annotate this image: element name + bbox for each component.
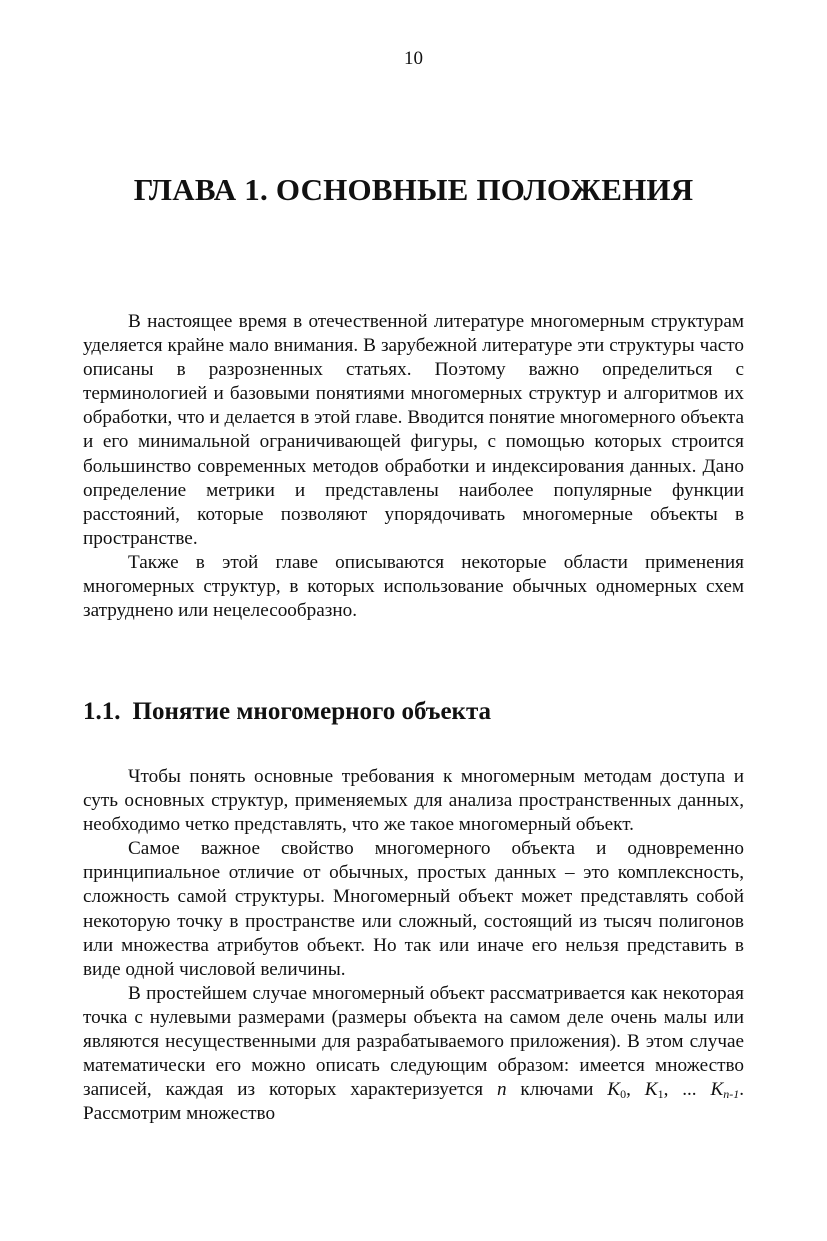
paragraph: В настоящее время в отечественной литературе многомерным структурам уделяется крайне мало внимания. В зарубежной литературе эти структуры часто описаны в разрозненных статьях. Поэтому важно определиться с терминологией и базовыми понятиями многомерных структур и алгоритмов их обработки, что и делается в этой главе. Вводится понятие многомерного объекта и его минимальной ограничивающей фигуры, с помощью которых строится большинство современных методов обработки и индексирования данных. Дано определение метрики и представлены наиболее популярные функции расстояний, которые позволяют упорядочивать многомерные объекты в пространстве. — [83, 311, 744, 549]
math-subscript-text: n-1 — [723, 1087, 740, 1102]
section-number: 1.1. — [83, 698, 121, 725]
paragraph: Чтобы понять основные требования к многомерным методам доступа и суть основных структур, применяемых для анализа пространственных данных, необходимо четко представлять, что же такое многомерный объект. — [83, 766, 744, 836]
paragraph: Самое важное свойство многомерного объекта и одновременно принципиальное отличие от обычных, простых данных – это комплексность, сложность самой структуры. Многомерный объект может представлять собой некоторую точку в пространстве или сложный, состоящий из тысяч полигонов или множества атрибутов объект. Но так или иначе его нельзя представить в виде одной числовой величины. — [83, 838, 744, 980]
section-body — [83, 765, 744, 1126]
math-subscript: 1 — [657, 1087, 664, 1102]
paragraph-text: В простейшем случае многомерный объект рассматривается как некоторая точка с нулевыми размерами (размеры объекта на самом деле очень малы или являются несущественными для разрабатываемого приложения). В этом случае математически его можно описать следующим образом: имеется множество записей, каждая из которых характеризуется — [83, 982, 744, 1101]
ellipsis: ... — [682, 1079, 697, 1101]
page-number: 10 — [404, 48, 423, 69]
section-heading — [83, 697, 744, 727]
math-key: K — [644, 1079, 658, 1101]
paragraph-text: ключами — [520, 1079, 594, 1101]
paragraph: В простейшем случае многомерный объект рассматривается как некоторая точка с нулевыми размерами (размеры объекта на самом деле очень малы или являются несущественными для разрабатываемого приложения). В этом случае математически его можно описать следующим образом: имеется множество записей, каждая из которых характеризуется n ключами $K_0$, $K_1$, ... $K_{n-1}$. Рассмотрим множество — [83, 982, 745, 1125]
math-subscript: 0 — [620, 1087, 627, 1102]
chapter-title: ГЛАВА 1. ОСНОВНЫЕ ПОЛОЖЕНИЯ — [133, 172, 694, 207]
section-title: Понятие многомерного объекта — [132, 698, 492, 725]
math-subscript — [723, 1087, 739, 1101]
chapter-intro — [83, 310, 744, 623]
paragraph-text: Рассмотрим множество — [83, 1103, 276, 1125]
math-key: K — [607, 1079, 621, 1101]
paragraph: Также в этой главе описываются некоторые области применения многомерных структур, в которых использование обычных одномерных схем затруднено или нецелесообразно. — [83, 551, 744, 622]
math-var-n: n — [496, 1079, 507, 1101]
math-key: K — [710, 1079, 724, 1101]
